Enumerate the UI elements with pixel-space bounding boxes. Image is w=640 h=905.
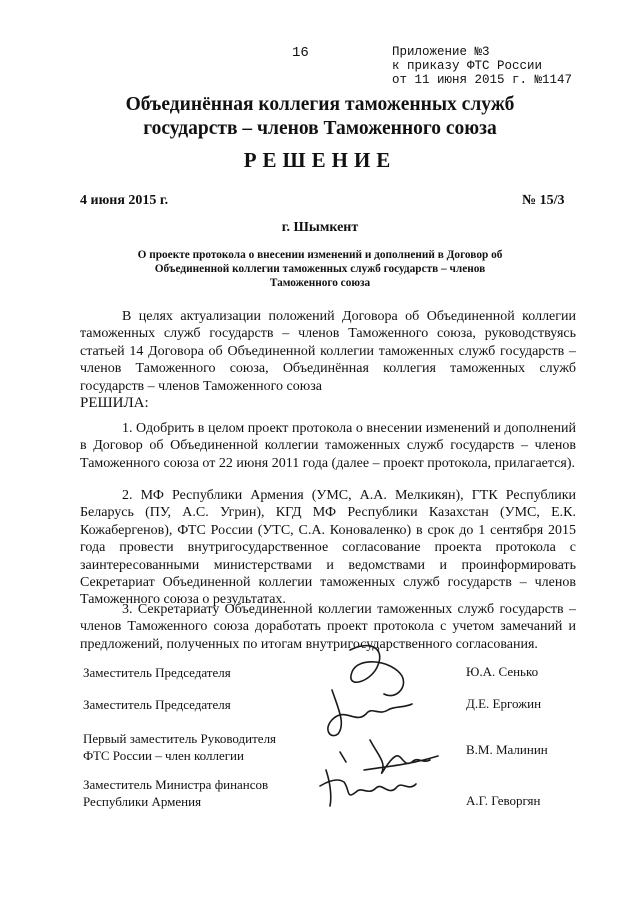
appendix-line-1: Приложение №3 — [392, 45, 490, 59]
subject-line-1: О проекте протокола о внесении изменений и дополнений в Договор об — [137, 249, 503, 261]
resolved-heading: РЕШИЛА: — [80, 395, 149, 411]
document-number: № 15/3 — [522, 193, 565, 208]
signatory-2-name: Д.Е. Ергожин — [466, 696, 542, 711]
subject-line-3: Таможенного союза — [269, 277, 371, 289]
signature-1 — [350, 646, 404, 696]
signatory-3-title-line-1: Первый заместитель Руководителя — [83, 731, 277, 746]
decision-item-3: 3. Секретариату Объединенной коллегии таможенных служб государств – членов Таможенного союза доработать проект протокола с учетом замечаний и предложений, полученных по итогам внутригосударственного согласования. — [80, 602, 576, 652]
decision-item-1: 1. Одобрить в целом проект протокола о внесении изменений и дополнений в Договор об Объединенной коллегии таможенных служб государств – членов Таможенного союза от 22 июня 2011 года (далее – проект протокола, прилагается). — [80, 421, 576, 471]
subject-line-2: Объединенной коллегии таможенных служб государств – членов — [154, 263, 486, 275]
intro-paragraph: В целях актуализации положений Договора об Объединенной коллегии таможенных служб государств – членов Таможенного союза, руководствуясь статьей 14 Договора об Объединенной коллегии таможенных служб государств – членов Таможенного союза, Объединённая коллегия таможенных служб государств – членов Таможенного союза — [80, 309, 576, 394]
signature-4 — [320, 770, 416, 806]
appendix-line-3: от 11 июня 2015 г. №1147 — [392, 73, 573, 87]
signatory-1-title-line: Заместитель Председателя — [83, 665, 231, 680]
signature-3 — [364, 740, 438, 773]
organization-line-1: Объединённая коллегия таможенных служб — [125, 94, 515, 115]
decision-item-2: 2. МФ Республики Армения (УМС, А.А. Мелкикян), ГТК Республики Беларусь (ПУ, А.С. Угрин), КГД МФ Республики Казахстан (УМС, Е.К. Кожабергенов), ФТС России (УТС, С.А. Коноваленко) в срок до 1 сентября 2015 года провести внутригосударственное согласование проекта протокола с заинтересованными министерствами и ведомствами и проинформировать Секретариат Объединенной коллегии таможенных служб государств – членов Таможенного союза о результатах. — [80, 488, 576, 608]
signatory-4-title-line-2: Республики Армения — [83, 794, 202, 809]
signature-mark — [340, 752, 346, 762]
appendix-line-2: к приказу ФТС России — [392, 59, 543, 73]
signatory-2-title-line: Заместитель Председателя — [83, 697, 231, 712]
document-date: 4 июня 2015 г. — [80, 193, 169, 208]
signatory-3-title-line-2: ФТС России – член коллегии — [83, 748, 244, 763]
signatory-4-name: А.Г. Геворгян — [466, 793, 541, 808]
organization-line-2: государств – членов Таможенного союза — [143, 118, 497, 139]
signatory-4-title-line-1: Заместитель Министра финансов — [83, 777, 269, 792]
document-city: г. Шымкент — [281, 220, 359, 235]
signatory-1-name: Ю.А. Сенько — [466, 664, 539, 679]
page-number: 16 — [292, 45, 309, 61]
signatory-3-name: В.М. Малинин — [466, 742, 548, 757]
signature-2 — [328, 690, 412, 736]
document-title: РЕШЕНИЕ — [243, 148, 397, 172]
